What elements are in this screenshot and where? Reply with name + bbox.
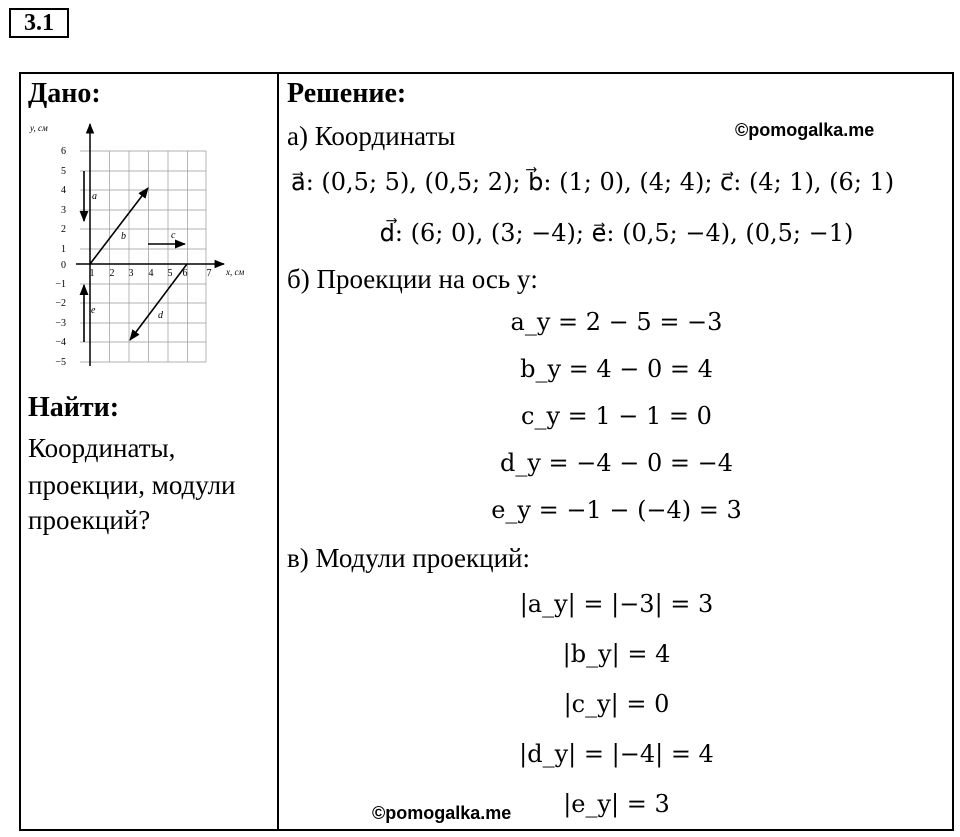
part-b-title: б) Проекции на ось y: xyxy=(287,264,538,294)
modulus-e: |e_y| = 3 xyxy=(563,790,670,818)
svg-text:3: 3 xyxy=(61,205,66,216)
projection-a: a_y = 2 − 5 = −3 xyxy=(510,308,723,336)
watermark-bottom: ©pomogalka.me xyxy=(372,803,512,823)
svg-text:6: 6 xyxy=(61,146,66,157)
svg-text:0: 0 xyxy=(61,260,66,271)
given-header: Дано: xyxy=(28,78,101,109)
vector-b-label: b xyxy=(121,231,126,242)
vector-e-label: e xyxy=(91,305,96,316)
find-header: Найти: xyxy=(28,392,120,423)
coordinates-line-1: a⃗: (0,5; 5), (0,5; 2); b⃗: (1; 0), (4; 4); c⃗: (4; 1), (6; 1) xyxy=(291,168,895,196)
svg-text:2: 2 xyxy=(109,268,115,279)
grid xyxy=(80,151,206,362)
vector-d xyxy=(130,264,187,340)
projection-e: e_y = −1 − (−4) = 3 xyxy=(491,496,742,524)
svg-text:4: 4 xyxy=(148,268,154,279)
projection-d: d_y = −4 − 0 = −4 xyxy=(499,449,734,477)
modulus-d: |d_y| = |−4| = 4 xyxy=(519,740,714,768)
svg-text:5: 5 xyxy=(167,268,173,279)
svg-text:−4: −4 xyxy=(55,337,66,348)
vector-b xyxy=(90,188,148,264)
solution-header: Решение: xyxy=(287,78,407,109)
svg-text:1: 1 xyxy=(89,268,95,279)
modulus-b: |b_y| = 4 xyxy=(562,640,671,668)
svg-text:−1: −1 xyxy=(55,279,66,290)
svg-text:7: 7 xyxy=(206,268,212,279)
y-tick-labels xyxy=(55,146,66,368)
find-line-1: Координаты, xyxy=(28,433,176,463)
x-tick-labels xyxy=(90,268,212,279)
vector-c-label: c xyxy=(171,230,176,241)
svg-text:4: 4 xyxy=(61,185,66,196)
svg-text:6: 6 xyxy=(182,268,188,279)
svg-text:2: 2 xyxy=(61,224,66,235)
projection-b: b_y = 4 − 0 = 4 xyxy=(520,355,713,383)
vector-d-label: d xyxy=(158,310,163,321)
svg-text:1: 1 xyxy=(61,244,66,255)
part-a-title: а) Координаты xyxy=(287,121,456,151)
svg-text:3: 3 xyxy=(128,268,134,279)
modulus-c: |c_y| = 0 xyxy=(563,690,670,718)
vector-a-label: a xyxy=(92,191,97,202)
task-number: 3.1 xyxy=(9,8,69,38)
svg-text:5: 5 xyxy=(61,166,66,177)
svg-text:−2: −2 xyxy=(55,298,66,309)
x-axis-label: x, см xyxy=(226,267,245,277)
svg-text:−3: −3 xyxy=(55,318,66,329)
vector-graph xyxy=(28,118,264,374)
find-line-2: проекции, модули xyxy=(28,470,236,500)
watermark-top: ©pomogalka.me xyxy=(735,120,875,140)
projection-c: c_y = 1 − 1 = 0 xyxy=(521,402,712,430)
y-axis-label: y, см xyxy=(30,123,48,133)
svg-text:−5: −5 xyxy=(55,357,66,368)
coordinates-line-2: d⃗: (6; 0), (3; −4); e⃗: (0,5; −4), (0,5; −1) xyxy=(379,219,854,247)
modulus-a: |a_y| = |−3| = 3 xyxy=(519,590,714,618)
part-c-title: в) Модули проекций: xyxy=(287,543,530,573)
find-line-3: проекций? xyxy=(28,505,151,535)
